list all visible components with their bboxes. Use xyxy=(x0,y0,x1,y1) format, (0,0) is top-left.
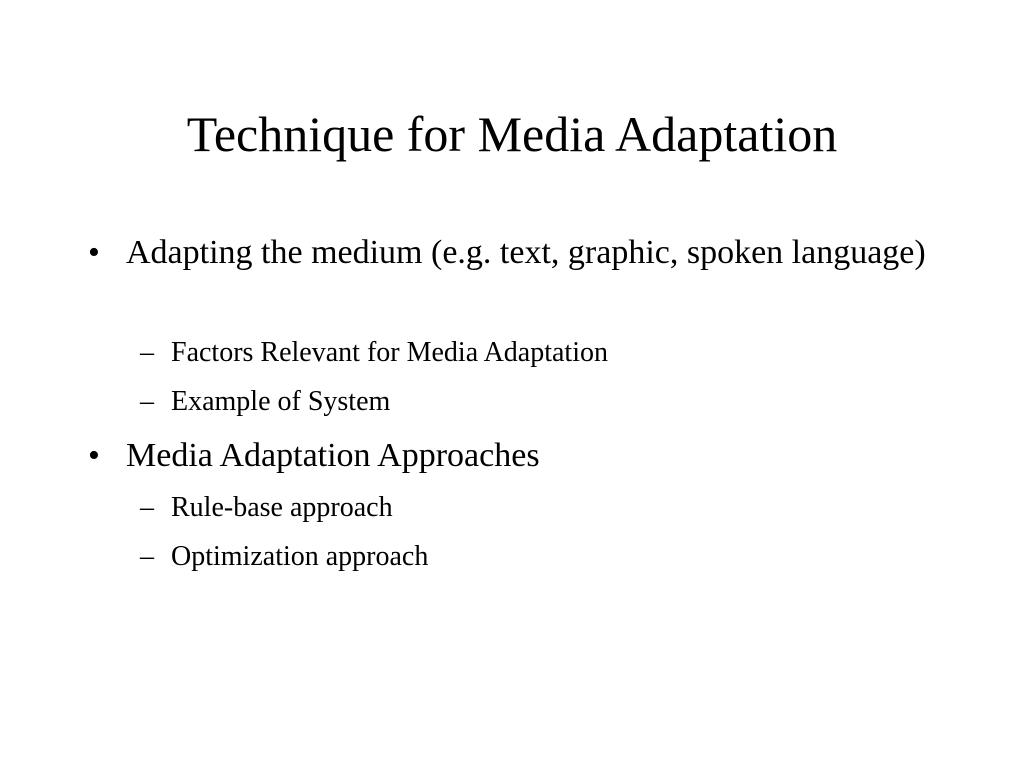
bullet-marker: • xyxy=(88,437,100,474)
bullet-marker: • xyxy=(88,234,100,271)
slide-title: Technique for Media Adaptation xyxy=(186,106,838,162)
sub-bullet-marker: – xyxy=(140,386,154,417)
sub-bullet-item xyxy=(140,335,900,371)
sub-bullet-marker: – xyxy=(140,541,154,572)
sub-bullet-text: Rule-base approach xyxy=(171,492,393,523)
bullet-text: Adapting the medium (e.g. text, graphic, spoken language) xyxy=(126,234,926,271)
sub-bullet-item xyxy=(140,539,900,575)
sub-bullet-marker: – xyxy=(140,337,154,368)
sub-bullet-text: Optimization approach xyxy=(171,541,429,572)
bullet-text: Media Adaptation Approaches xyxy=(126,437,540,474)
sub-bullet-text: Example of System xyxy=(171,386,391,417)
bullet-item xyxy=(88,229,928,277)
sub-bullet-text: Factors Relevant for Media Adaptation xyxy=(171,337,608,368)
bullet-item xyxy=(88,432,928,480)
sub-bullet-item xyxy=(140,490,900,526)
sub-bullet-item xyxy=(140,384,900,420)
sub-bullet-marker: – xyxy=(140,492,154,523)
